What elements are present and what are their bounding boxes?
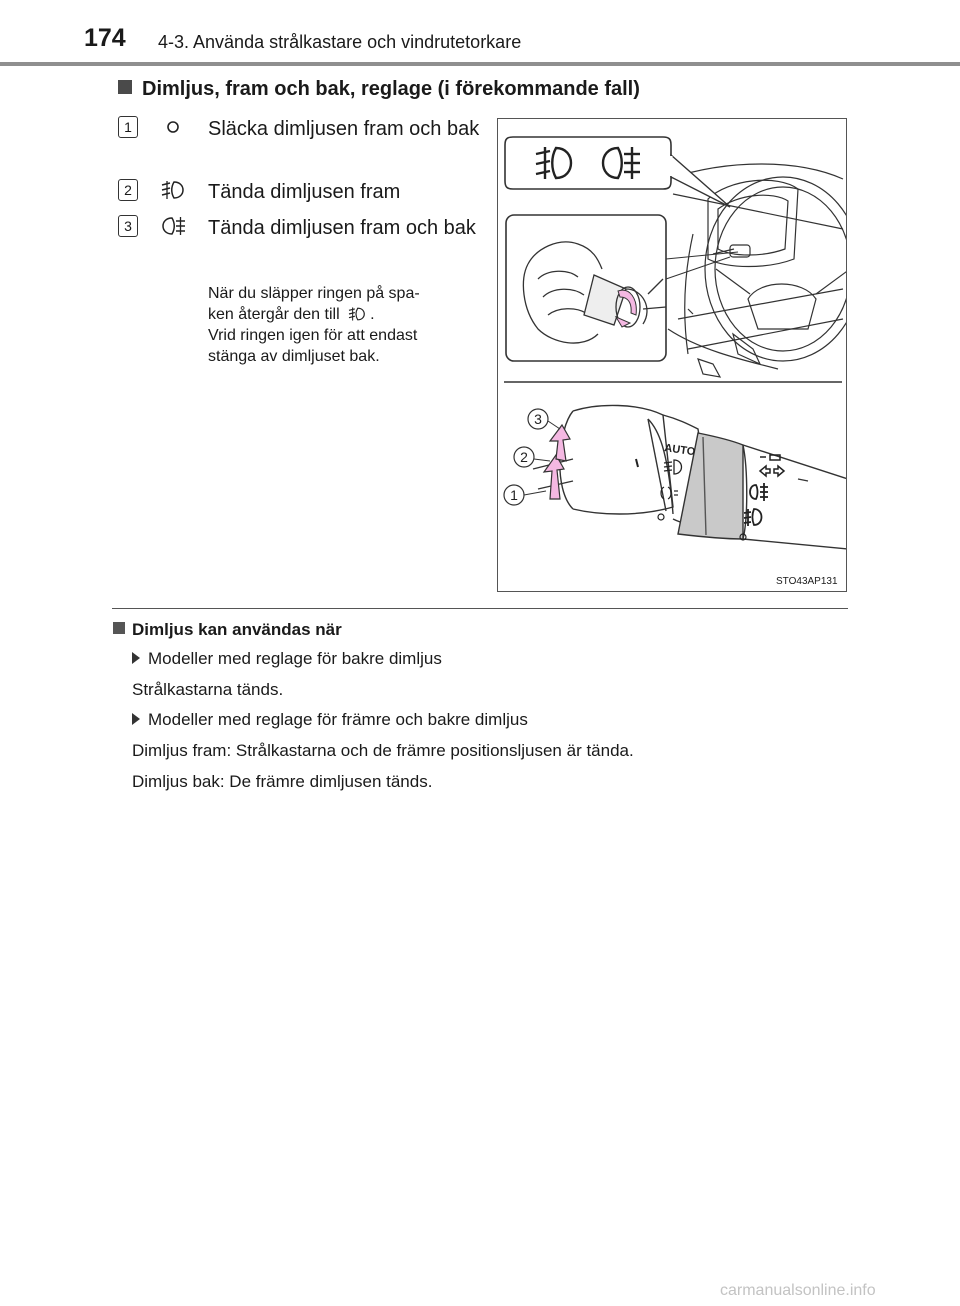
model-bullet: Modeller med reglage för bakre dimljus bbox=[132, 649, 442, 669]
triangle-bullet-icon bbox=[132, 652, 140, 664]
illustration-drawing bbox=[498, 119, 847, 592]
info-line: Dimljus bak: De främre dimljusen tänds. bbox=[132, 772, 433, 791]
section-heading bbox=[118, 78, 640, 101]
turn-arrows bbox=[544, 425, 570, 499]
callout-2 bbox=[514, 447, 550, 467]
step-text: Tända dimljusen fram bbox=[208, 181, 401, 203]
symbols-callout bbox=[505, 137, 730, 207]
header-rule bbox=[0, 62, 960, 66]
info-line: Strålkastarna tänds. bbox=[132, 680, 284, 699]
info-title: Dimljus kan användas när bbox=[132, 620, 342, 639]
step-number: 3 bbox=[118, 215, 138, 237]
hand-inset bbox=[506, 215, 738, 361]
rear-fog-icon bbox=[750, 483, 768, 501]
info-heading bbox=[113, 620, 342, 640]
square-bullet-icon bbox=[113, 622, 125, 634]
headlamp-icon bbox=[664, 460, 682, 474]
switch-stalk bbox=[533, 405, 847, 549]
section-divider bbox=[112, 608, 848, 609]
off-ring-icon bbox=[158, 116, 188, 138]
step-text: Släcka dimljusen fram och bak bbox=[208, 118, 480, 140]
turn-signal-icon bbox=[760, 455, 784, 476]
page-number: 174 bbox=[84, 24, 126, 52]
rear-fog-icon bbox=[158, 215, 188, 237]
triangle-bullet-icon bbox=[132, 713, 140, 725]
square-bullet-icon bbox=[118, 80, 132, 94]
step-number: 2 bbox=[118, 179, 138, 201]
auto-label: AUTO bbox=[663, 442, 696, 459]
cockpit-drawing bbox=[668, 164, 847, 377]
callout-3 bbox=[528, 409, 560, 429]
svg-text:2: 2 bbox=[520, 449, 528, 465]
note bbox=[208, 283, 480, 367]
step-text: Tända dimljusen fram och bak bbox=[208, 217, 476, 239]
step-number: 1 bbox=[118, 116, 138, 138]
section-title: Dimljus, fram och bak, reglage (i förekommande fall) bbox=[142, 78, 640, 100]
model-bullet: Modeller med reglage för främre och bakre dimljus bbox=[132, 710, 528, 730]
off-ring-icon bbox=[658, 514, 664, 520]
svg-text:3: 3 bbox=[534, 411, 542, 427]
svg-text:1: 1 bbox=[510, 487, 518, 503]
fog-light-switch-illustration bbox=[497, 118, 847, 592]
figure-code: STO43AP131 bbox=[776, 576, 838, 587]
watermark: carmanualsonline.info bbox=[720, 1282, 876, 1299]
front-fog-icon bbox=[158, 179, 188, 201]
front-fog-icon bbox=[344, 306, 370, 322]
note-line: stänga av dimljuset bak. bbox=[208, 348, 380, 365]
note-line: ken återgår den till . bbox=[208, 306, 375, 323]
note-line: Vrid ringen igen för att endast bbox=[208, 327, 418, 344]
chapter-title: 4-3. Använda strålkastare och vindrutetorkare bbox=[158, 32, 522, 52]
info-line: Dimljus fram: Strålkastarna och de främre positionsljusen är tända. bbox=[132, 741, 634, 760]
note-line: När du släpper ringen på spa- bbox=[208, 285, 420, 302]
